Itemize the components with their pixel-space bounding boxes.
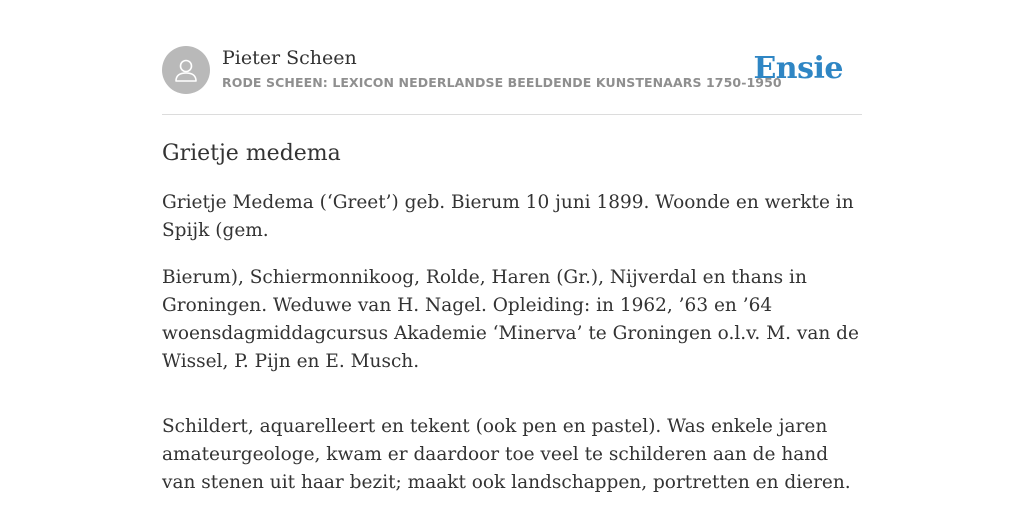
author-avatar[interactable] [162, 46, 210, 94]
ensie-logo[interactable]: Ensie [753, 51, 843, 86]
source-title[interactable]: RODE SCHEEN: LEXICON NEDERLANDSE BEELDENDE KUNSTENAARS 1750-1950 [222, 75, 782, 90]
entry-paragraph: Schildert, aquarelleert en tekent (ook pen en pastel). Was enkele jaren amateurgeologe, kwam er daardoor toe veel te schilderen aan de hand van stenen uit haar bezit; maakt ook landschappen, portretten en dieren. [162, 416, 851, 493]
entry-paragraph: Grietje Medema (‘Greet’) geb. Bierum 10 juni 1899. Woonde en werkte in Spijk (gem. [162, 192, 854, 241]
user-icon [172, 56, 200, 84]
entry-title: Grietje medema [162, 141, 341, 166]
entry-paragraph: Bierum), Schiermonnikoog, Rolde, Haren (Gr.), Nijverdal en thans in Groningen. Weduwe van H. Nagel. Opleiding: in 1962, ’63 en ’64 woensdagmiddagcursus Akademie ‘Minerva’ te Groningen o.l.v. M. van de Wissel, P. Pijn en E. Musch. [162, 267, 859, 372]
author-name[interactable]: Pieter Scheen [222, 47, 357, 69]
entry-body [162, 189, 862, 497]
entry-card [162, 46, 862, 516]
entry-header [162, 46, 862, 115]
